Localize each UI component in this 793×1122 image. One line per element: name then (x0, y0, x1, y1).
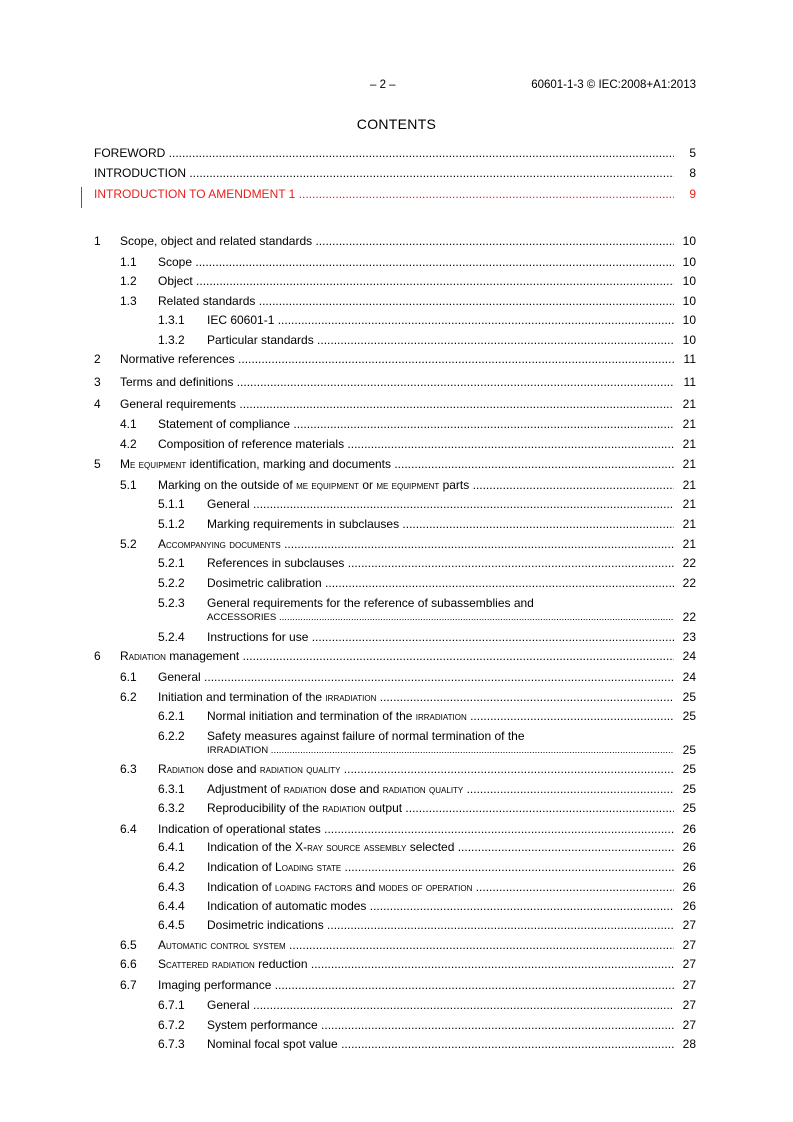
document-id: 60601-1-3 © IEC:2008+A1:2013 (531, 79, 696, 91)
toc-entry-page: 25 (674, 762, 696, 776)
toc-entry-number: 6.6 (120, 957, 137, 971)
toc-entry-title: Reproducibility of the radiation output ..... (207, 801, 674, 815)
toc-entry-number: 6.3.1 (158, 782, 185, 796)
toc-entry-title: References in subclauses ..... (207, 556, 674, 570)
toc-entry-number: 6.2.1 (158, 709, 185, 723)
toc-entry-title: General ..... (207, 998, 674, 1012)
toc-entry-title: Related standards ..... (158, 294, 674, 308)
toc-entry-title: Normal initiation and termination of the irradiation ..... (207, 709, 674, 723)
toc-entry-page: 21 (674, 457, 696, 471)
toc-entry-number: 1.3 (120, 294, 137, 308)
toc-entry-title: Automatic control system ..... (158, 938, 674, 952)
toc-entry-page: 25 (674, 690, 696, 704)
toc-entry-page: 24 (674, 670, 696, 684)
toc-entry-page: 5 (674, 146, 696, 160)
toc-entry-page: 21 (674, 517, 696, 531)
amendment-change-bar (81, 187, 82, 208)
toc-entry-number: 6.3.2 (158, 801, 185, 815)
toc-entry-page: 22 (674, 610, 696, 624)
toc-entry-title: Dosimetric indications ..... (207, 918, 674, 932)
toc-entry-title: Indication of operational states ..... (158, 822, 674, 836)
toc-entry-page: 27 (674, 1018, 696, 1032)
toc-entry-page: 26 (674, 899, 696, 913)
toc-entry-title: INTRODUCTION ..... (94, 166, 674, 180)
toc-entry-number: 6.2 (120, 690, 137, 704)
toc-entry-page: 25 (674, 743, 696, 757)
toc-entry-title: Radiation management ..... (120, 649, 674, 663)
toc-entry-title: Object ..... (158, 274, 674, 288)
toc-entry-page: 26 (674, 860, 696, 874)
toc-entry-page: 21 (674, 417, 696, 431)
toc-entry-title: General requirements for the reference of subassemblies and (207, 596, 534, 610)
toc-entry-title: Scattered radiation reduction ..... (158, 957, 674, 971)
toc-entry-page: 10 (674, 313, 696, 327)
toc-entry-page: 27 (674, 957, 696, 971)
toc-entry-number: 4.1 (120, 417, 137, 431)
toc-entry-page: 21 (674, 437, 696, 451)
toc-entry-title: Initiation and termination of the irradiation ..... (158, 690, 674, 704)
toc-entry-page: 22 (674, 556, 696, 570)
toc-entry-title: Accompanying documents ..... (158, 537, 674, 551)
toc-entry-number: 6.4.4 (158, 899, 185, 913)
toc-entry-number: 5.1 (120, 478, 137, 492)
toc-entry-page: 28 (674, 1037, 696, 1051)
toc-entry-page: 26 (674, 822, 696, 836)
toc-entry-number: 1.3.2 (158, 333, 185, 347)
toc-entry-number: 6.3 (120, 762, 137, 776)
toc-entry-number: 5.2.3 (158, 596, 185, 610)
toc-entry-title: General ..... (207, 497, 674, 511)
toc-entry-page: 24 (674, 649, 696, 663)
toc-entry-number: 6.7.3 (158, 1037, 185, 1051)
toc-entry-title-continued: ACCESSORIES ..... (207, 611, 674, 625)
toc-entry-page: 27 (674, 938, 696, 952)
toc-entry-number: 5.1.2 (158, 517, 185, 531)
toc-entry-title: Nominal focal spot value ..... (207, 1037, 674, 1051)
toc-entry-title: System performance ..... (207, 1018, 674, 1032)
toc-entry-number: 4.2 (120, 437, 137, 451)
toc-entry-title-continued: IRRADIATION ..... (207, 744, 674, 758)
toc-entry-title: Terms and definitions ..... (120, 375, 674, 389)
toc-entry-number: 5.2.1 (158, 556, 185, 570)
toc-entry-page: 10 (674, 333, 696, 347)
toc-entry-page: 25 (674, 782, 696, 796)
toc-entry-number: 5.2 (120, 537, 137, 551)
page-number: – 2 – (370, 79, 396, 91)
toc-entry-page: 9 (674, 187, 696, 201)
toc-entry-number: 6.5 (120, 938, 137, 952)
toc-entry-number: 1.2 (120, 274, 137, 288)
toc-entry-number: 6.7 (120, 978, 137, 992)
toc-entry-number: 6.7.1 (158, 998, 185, 1012)
toc-entry-title: Statement of compliance ..... (158, 417, 674, 431)
toc-entry-number: 6 (94, 649, 101, 663)
toc-entry-title: Radiation dose and radiation quality ..... (158, 762, 674, 776)
toc-entry-title: Safety measures against failure of normal termination of the (207, 729, 525, 743)
toc-entry-title: Marking on the outside of me equipment or me equipment parts ..... (158, 478, 674, 492)
toc-entry-page: 11 (674, 375, 696, 389)
toc-entry-page: 21 (674, 497, 696, 511)
toc-entry-page: 26 (674, 880, 696, 894)
toc-entry-number: 1.3.1 (158, 313, 185, 327)
toc-entry-number: 6.7.2 (158, 1018, 185, 1032)
toc-entry-page: 22 (674, 576, 696, 590)
toc-entry-number: 4 (94, 397, 101, 411)
toc-entry-title: General requirements ..... (120, 397, 674, 411)
toc-entry-page: 25 (674, 801, 696, 815)
toc-entry-title: Indication of the X-ray source assembly selected ..... (207, 840, 674, 854)
toc-entry-page: 27 (674, 978, 696, 992)
toc-entry-page: 26 (674, 840, 696, 854)
toc-entry-page: 10 (674, 234, 696, 248)
toc-entry-title: Imaging performance ..... (158, 978, 674, 992)
toc-entry-number: 6.4.3 (158, 880, 185, 894)
toc-entry-page: 11 (674, 352, 696, 366)
toc-entry-number: 5 (94, 457, 101, 471)
toc-entry-number: 3 (94, 375, 101, 389)
toc-entry-number: 6.1 (120, 670, 137, 684)
toc-entry-page: 23 (674, 630, 696, 644)
toc-entry-page: 10 (674, 255, 696, 269)
toc-entry-title: Me equipment identification, marking and documents ..... (120, 457, 674, 471)
toc-entry-number: 5.2.2 (158, 576, 185, 590)
toc-entry-page: 27 (674, 998, 696, 1012)
toc-entry-page: 21 (674, 478, 696, 492)
toc-entry-title: Normative references ..... (120, 352, 674, 366)
toc-entry-page: 10 (674, 274, 696, 288)
page-header (0, 79, 793, 93)
toc-entry-title: Composition of reference materials ..... (158, 437, 674, 451)
toc-entry-number: 5.1.1 (158, 497, 185, 511)
contents-title: CONTENTS (356, 116, 437, 132)
toc-entry-title: INTRODUCTION TO AMENDMENT 1 ..... (94, 187, 674, 201)
toc-entry-page: 25 (674, 709, 696, 723)
toc-entry-number: 6.4 (120, 822, 137, 836)
toc-entry-title: Scope, object and related standards ..... (120, 234, 674, 248)
toc-entry-title: Particular standards ..... (207, 333, 674, 347)
toc-entry-title: General ..... (158, 670, 674, 684)
toc-entry-number: 1 (94, 234, 101, 248)
toc-entry-number: 5.2.4 (158, 630, 185, 644)
toc-entry-title: Instructions for use ..... (207, 630, 674, 644)
toc-entry-page: 27 (674, 918, 696, 932)
toc-entry-page: 8 (674, 166, 696, 180)
toc-entry-number: 6.4.5 (158, 918, 185, 932)
toc-entry-title: Indication of automatic modes ..... (207, 899, 674, 913)
toc-entry-title: Adjustment of radiation dose and radiation quality ..... (207, 782, 674, 796)
toc-entry-title: Indication of Loading state ..... (207, 860, 674, 874)
toc-entry-number: 6.4.1 (158, 840, 185, 854)
toc-entry-title: Indication of loading factors and modes of operation ..... (207, 880, 674, 894)
toc-entry-number: 1.1 (120, 255, 137, 269)
toc-entry-number: 6.2.2 (158, 729, 185, 743)
toc-entry-number: 6.4.2 (158, 860, 185, 874)
toc-entry-page: 10 (674, 294, 696, 308)
toc-entry-number: 2 (94, 352, 101, 366)
toc-entry-page: 21 (674, 397, 696, 411)
toc-entry-title: IEC 60601-1 ..... (207, 313, 674, 327)
toc-entry-title: Marking requirements in subclauses ..... (207, 517, 674, 531)
toc-entry-title: Scope ..... (158, 255, 674, 269)
toc-entry-page: 21 (674, 537, 696, 551)
toc-entry-title: FOREWORD ..... (94, 146, 674, 160)
toc-entry-title: Dosimetric calibration ..... (207, 576, 674, 590)
